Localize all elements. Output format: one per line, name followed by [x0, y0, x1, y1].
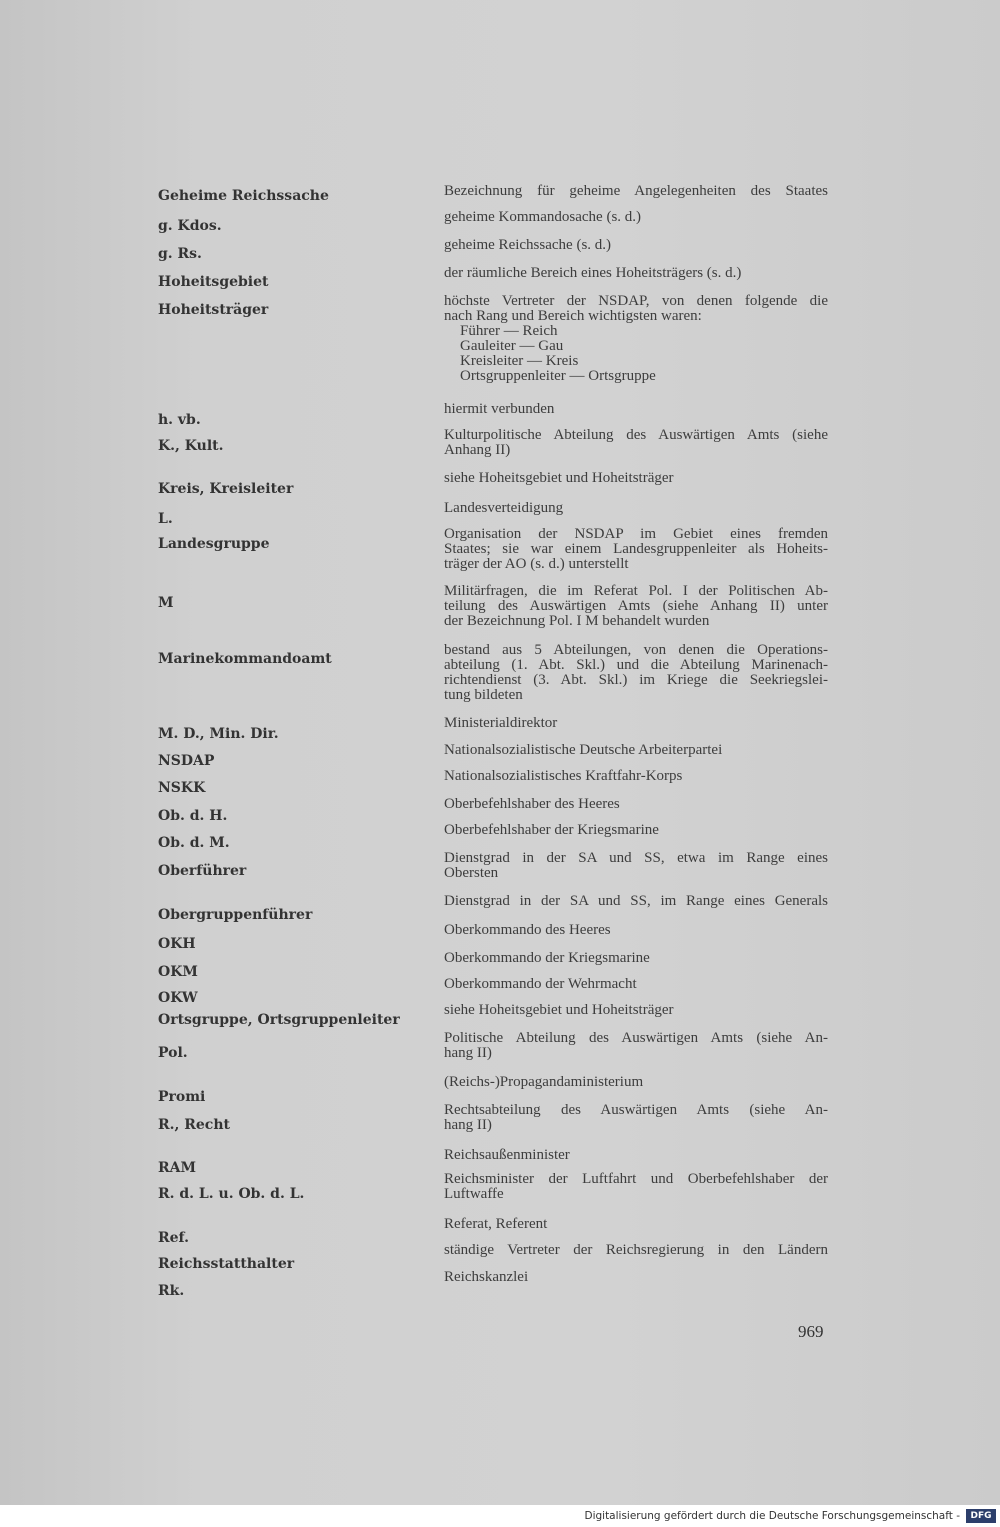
- term-entry: Obergruppenführer: [158, 907, 313, 923]
- definition-line: Oberkommando des Heeres: [444, 922, 611, 938]
- definition-line: (Reichs-)Propagandaministerium: [444, 1074, 644, 1090]
- definition-line: Oberbefehlshaber des Heeres: [444, 796, 620, 812]
- definition-line: Dienstgrad in der SA und SS, etwa im Range eines: [444, 850, 828, 866]
- definition-line: Ministerialdirektor: [444, 715, 558, 731]
- definition-entry: [444, 402, 828, 417]
- term-entry: Hoheitsträger: [158, 302, 269, 318]
- definition-line: Anhang II): [444, 442, 511, 458]
- definition-entry: [444, 951, 828, 966]
- definition-line: der Bezeichnung Pol. I M behandelt wurden: [444, 613, 710, 629]
- definition-line: abteilung (1. Abt. Skl.) und die Abteilung Marinenach-: [444, 657, 828, 673]
- definition-entry: [444, 894, 828, 909]
- term-entry: Promi: [158, 1089, 206, 1105]
- definition-line: Rechtsabteilung des Auswärtigen Amts (siehe An-: [444, 1102, 828, 1118]
- definition-entry: [444, 294, 828, 384]
- definition-entry: [444, 1172, 828, 1202]
- definition-line: ständige Vertreter der Reichsregierung in den Ländern: [444, 1242, 828, 1258]
- definition-line: Gauleiter — Gau: [460, 338, 564, 354]
- definition-line: Reichskanzlei: [444, 1269, 529, 1285]
- footer-credit-text: Digitalisierung gefördert durch die Deutsche Forschungsgemeinschaft -: [584, 1510, 960, 1522]
- definition-entry: [444, 1243, 828, 1258]
- term-entry: R., Recht: [158, 1117, 230, 1133]
- definition-entry: [444, 977, 828, 992]
- term-entry: R. d. L. u. Ob. d. L.: [158, 1186, 305, 1202]
- definition-entry: [444, 923, 828, 938]
- definition-line: träger der AO (s. d.) unterstellt: [444, 556, 629, 572]
- definition-line: Oberkommando der Kriegsmarine: [444, 950, 650, 966]
- definition-line: Kreisleiter — Kreis: [460, 353, 579, 369]
- definition-line: hang II): [444, 1117, 492, 1133]
- definition-line: Militärfragen, die im Referat Pol. I der Politischen Ab-: [444, 583, 828, 599]
- term-entry: Rk.: [158, 1283, 185, 1299]
- term-entry: Ref.: [158, 1230, 189, 1246]
- definition-entry: [444, 716, 828, 731]
- page-number: 969: [798, 1322, 824, 1341]
- term-entry: Ortsgruppe, Ortsgruppenleiter: [158, 1012, 400, 1028]
- definition-entry: [444, 238, 828, 253]
- definition-entry: [444, 471, 828, 486]
- definition-line: Staates; sie war einem Landesgruppenleiter als Hoheits-: [444, 541, 828, 557]
- definition-entry: [444, 823, 828, 838]
- definition-line: siehe Hoheitsgebiet und Hoheitsträger: [444, 1002, 674, 1018]
- term-entry: Marinekommandoamt: [158, 651, 332, 667]
- definition-entry: [444, 1075, 828, 1090]
- term-entry: Kreis, Kreisleiter: [158, 481, 294, 497]
- definition-entry: [444, 428, 828, 458]
- definition-line: Reichsminister der Luftfahrt und Oberbefehlshaber der: [444, 1171, 828, 1187]
- definition-entry: [444, 1217, 828, 1232]
- definition-line: teilung des Auswärtigen Amts (siehe Anhang II) unter: [444, 598, 828, 614]
- term-entry: OKH: [158, 936, 196, 952]
- definition-entry: [444, 184, 828, 199]
- definition-entry: [444, 851, 828, 881]
- definition-entry: [444, 266, 828, 281]
- definition-line: geheime Reichssache (s. d.): [444, 237, 612, 253]
- term-entry: Geheime Reichssache: [158, 188, 329, 204]
- term-entry: L.: [158, 511, 173, 527]
- term-entry: g. Kdos.: [158, 218, 222, 234]
- definition-line: Kulturpolitische Abteilung des Auswärtigen Amts (siehe: [444, 427, 828, 443]
- definition-entry: [444, 769, 828, 784]
- dfg-logo-icon: DFG: [966, 1509, 996, 1523]
- definition-line: Landesverteidigung: [444, 500, 564, 516]
- definition-line: hiermit verbunden: [444, 401, 555, 417]
- term-entry: Hoheitsgebiet: [158, 274, 269, 290]
- definition-line: siehe Hoheitsgebiet und Hoheitsträger: [444, 470, 674, 486]
- term-entry: Reichsstatthalter: [158, 1256, 295, 1272]
- term-entry: Landesgruppe: [158, 536, 270, 552]
- term-entry: Ob. d. M.: [158, 835, 230, 851]
- term-entry: M. D., Min. Dir.: [158, 726, 279, 742]
- definition-line: Dienstgrad in der SA und SS, im Range eines Generals: [444, 893, 828, 909]
- definition-entry: [444, 1270, 828, 1285]
- definition-line: höchste Vertreter der NSDAP, von denen folgende die: [444, 293, 828, 309]
- definition-line: Luftwaffe: [444, 1186, 504, 1202]
- definition-line: Organisation der NSDAP im Gebiet eines fremden: [444, 526, 828, 542]
- definition-entry: [444, 643, 828, 703]
- definition-line: nach Rang und Bereich wichtigsten waren:: [444, 308, 702, 324]
- definition-line: Referat, Referent: [444, 1216, 548, 1232]
- definition-line: hang II): [444, 1045, 492, 1061]
- term-entry: Ob. d. H.: [158, 808, 228, 824]
- term-entry: g. Rs.: [158, 246, 202, 262]
- definition-line: Ortsgruppenleiter — Ortsgruppe: [460, 368, 656, 384]
- definition-entry: [444, 584, 828, 629]
- definition-line: Bezeichnung für geheime Angelegenheiten des Staates: [444, 183, 828, 199]
- footer-bar: [0, 1505, 1000, 1527]
- term-entry: h. vb.: [158, 412, 201, 428]
- term-entry: Pol.: [158, 1045, 188, 1061]
- term-entry: NSKK: [158, 780, 206, 796]
- definition-line: bestand aus 5 Abteilungen, von denen die Operations-: [444, 642, 828, 658]
- definition-entry: [444, 501, 828, 516]
- definition-line: tung bildeten: [444, 687, 523, 703]
- term-entry: NSDAP: [158, 753, 215, 769]
- definition-entry: [444, 1031, 828, 1061]
- definition-line: Politische Abteilung des Auswärtigen Amts (siehe An-: [444, 1030, 828, 1046]
- definition-entry: [444, 210, 828, 225]
- definition-line: Oberkommando der Wehrmacht: [444, 976, 637, 992]
- definition-line: geheime Kommandosache (s. d.): [444, 209, 642, 225]
- definition-entry: [444, 1103, 828, 1133]
- term-entry: K., Kult.: [158, 438, 224, 454]
- definition-line: Obersten: [444, 865, 499, 881]
- definition-entry: [444, 527, 828, 572]
- term-entry: RAM: [158, 1160, 196, 1176]
- term-entry: M: [158, 595, 174, 611]
- definition-line: Reichsaußenminister: [444, 1147, 570, 1163]
- definition-entry: [444, 797, 828, 812]
- definition-line: Führer — Reich: [460, 323, 558, 339]
- definition-line: Oberbefehlshaber der Kriegsmarine: [444, 822, 659, 838]
- definition-line: richtendienst (3. Abt. Skl.) im Kriege die Seekriegslei-: [444, 672, 828, 688]
- term-entry: OKM: [158, 964, 198, 980]
- definition-line: Nationalsozialistisches Kraftfahr-Korps: [444, 768, 683, 784]
- definition-entry: [444, 1148, 828, 1163]
- definition-entry: [444, 743, 828, 758]
- definition-entry: [444, 1003, 828, 1018]
- definition-line: Nationalsozialistische Deutsche Arbeiterpartei: [444, 742, 723, 758]
- term-entry: OKW: [158, 990, 198, 1006]
- term-entry: Oberführer: [158, 863, 247, 879]
- definition-line: der räumliche Bereich eines Hoheitsträgers (s. d.): [444, 265, 742, 281]
